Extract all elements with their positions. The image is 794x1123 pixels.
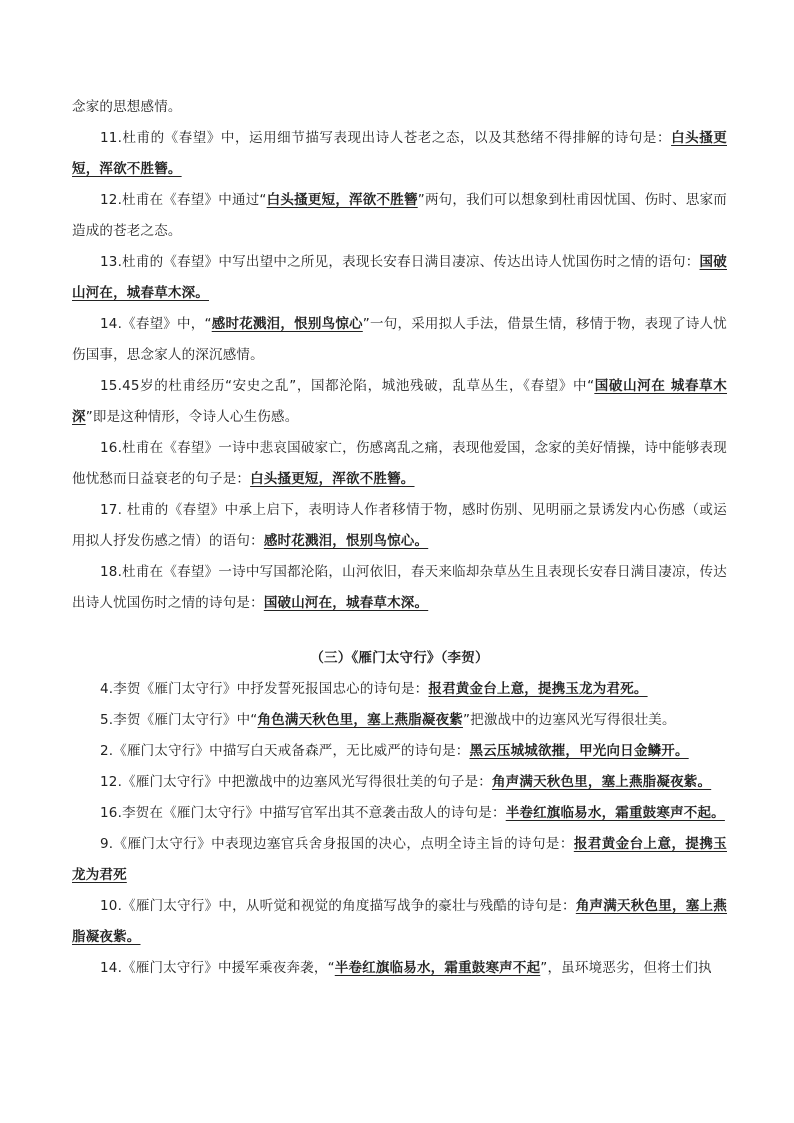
question-16: 16.杜甫在《春望》一诗中悲哀国破家亡，伤感离乱之痛，表现他爱国，念家的美好情操，诗中能够表现他忧愁而日益衰老的句子是：白头搔更短，浑欲不胜簪。 xyxy=(72,440,727,487)
question-14b: 14.《雁门太守行》中援军乘夜奔袭，“半卷红旗临易水，霜重鼓寒声不起”，虽环境恶劣，但将士们执 xyxy=(100,960,712,976)
answer: 感时花溅泪，恨别鸟惊心 xyxy=(211,316,363,332)
question-10: 10.《雁门太守行》中，从听觉和视觉的角度描写战争的豪壮与残酷的诗句是：角声满天秋色里，塞上燕脂凝夜紫。 xyxy=(72,898,727,945)
question-17: 17. 杜甫的《春望》中承上启下，表明诗人作者移情于物，感时伤别、见明丽之景诱发内心伤感（或运用拟人抒发伤感之情）的语句：感时花溅泪，恨别鸟惊心。 xyxy=(72,502,727,549)
continuation-line: 念家的思想感情。 xyxy=(72,99,182,115)
answer: 角声满天秋色里，塞上燕脂凝夜紫。 xyxy=(72,898,727,945)
section-heading: （三）《雁门太守行》（李贺） xyxy=(310,650,489,666)
question-11: 11.杜甫的《春望》中，运用细节描写表现出诗人苍老之态，以及其愁绪不得排解的诗句是：白头搔更短，浑欲不胜簪。 xyxy=(72,130,727,177)
answer: 国破山河在 城春草木深 xyxy=(72,378,728,425)
question-12: 12.杜甫在《春望》中通过“白头搔更短，浑欲不胜簪”两句，我们可以想象到杜甫因忧国、伤时、思家而造成的苍老之态。 xyxy=(72,192,728,239)
question-18: 18.杜甫在《春望》一诗中写国都沦陷，山河依旧，春天来临却杂草丛生且表现长安春日满目凄凉，传达出诗人忧国伤时之情的诗句是：国破山河在，城春草木深。 xyxy=(72,564,727,611)
question-4: 4.李贺《雁门太守行》中抒发誓死报国忠心的诗句是：报君黄金台上意，提携玉龙为君死。 xyxy=(100,681,648,697)
answer: 角声满天秋色里，塞上燕脂凝夜紫。 xyxy=(491,774,712,790)
question-2: 2.《雁门太守行》中描写白天戒备森严，无比威严的诗句是：黑云压城城欲摧，甲光向日金鳞开。 xyxy=(100,743,689,759)
document-page xyxy=(72,92,727,984)
answer: 国破山河在，城春草木深。 xyxy=(72,254,727,301)
answer: 感时花溅泪，恨别鸟惊心。 xyxy=(263,533,429,549)
answer: 白头搔更短，浑欲不胜簪 xyxy=(266,192,418,208)
question-14: 14.《春望》中，“感时花溅泪，恨别鸟惊心”一句，采用拟人手法，借景生情，移情于物，表现了诗人忧伤国事，思念家人的深沉感情。 xyxy=(72,316,727,363)
answer: 报君黄金台上意，提携玉龙为君死 xyxy=(72,836,727,883)
answer: 白头搔更短，浑欲不胜簪。 xyxy=(250,471,415,487)
question-13: 13.杜甫的《春望》中写出望中之所见，表现长安春日满目凄凉、传达出诗人忧国伤时之情的语句：国破山河在，城春草木深。 xyxy=(72,254,727,301)
answer: 国破山河在，城春草木深。 xyxy=(263,595,429,611)
answer: 半卷红旗临易水，霜重鼓寒声不起 xyxy=(334,960,541,976)
question-5: 5.李贺《雁门太守行》中“角色满天秋色里，塞上燕脂凝夜紫”把激战中的边塞风光写得很壮美。 xyxy=(100,712,676,728)
answer: 报君黄金台上意，提携玉龙为君死。 xyxy=(428,681,648,697)
question-16b: 16.李贺在《雁门太守行》中描写官军出其不意袭击敌人的诗句是：半卷红旗临易水，霜重鼓寒声不起。 xyxy=(100,805,725,821)
question-12b: 12.《雁门太守行》中把激战中的边塞风光写得很壮美的句子是：角声满天秋色里，塞上燕脂凝夜紫。 xyxy=(100,774,712,790)
answer: 黑云压城城欲摧，甲光向日金鳞开。 xyxy=(469,743,689,759)
question-9: 9.《雁门太守行》中表现边塞官兵舍身报国的决心，点明全诗主旨的诗句是：报君黄金台上意，提携玉龙为君死 xyxy=(72,836,727,883)
answer: 角色满天秋色里，塞上燕脂凝夜紫 xyxy=(257,712,463,728)
answer: 白头搔更短，浑欲不胜簪。 xyxy=(72,130,727,177)
question-15: 15.45岁的杜甫经历“安史之乱”，国都沦陷，城池残破，乱草丛生，《春望》中“国破山河在 城春草木深”即是这种情形，令诗人心生伤感。 xyxy=(72,378,728,425)
answer: 半卷红旗临易水，霜重鼓寒声不起。 xyxy=(505,805,725,821)
